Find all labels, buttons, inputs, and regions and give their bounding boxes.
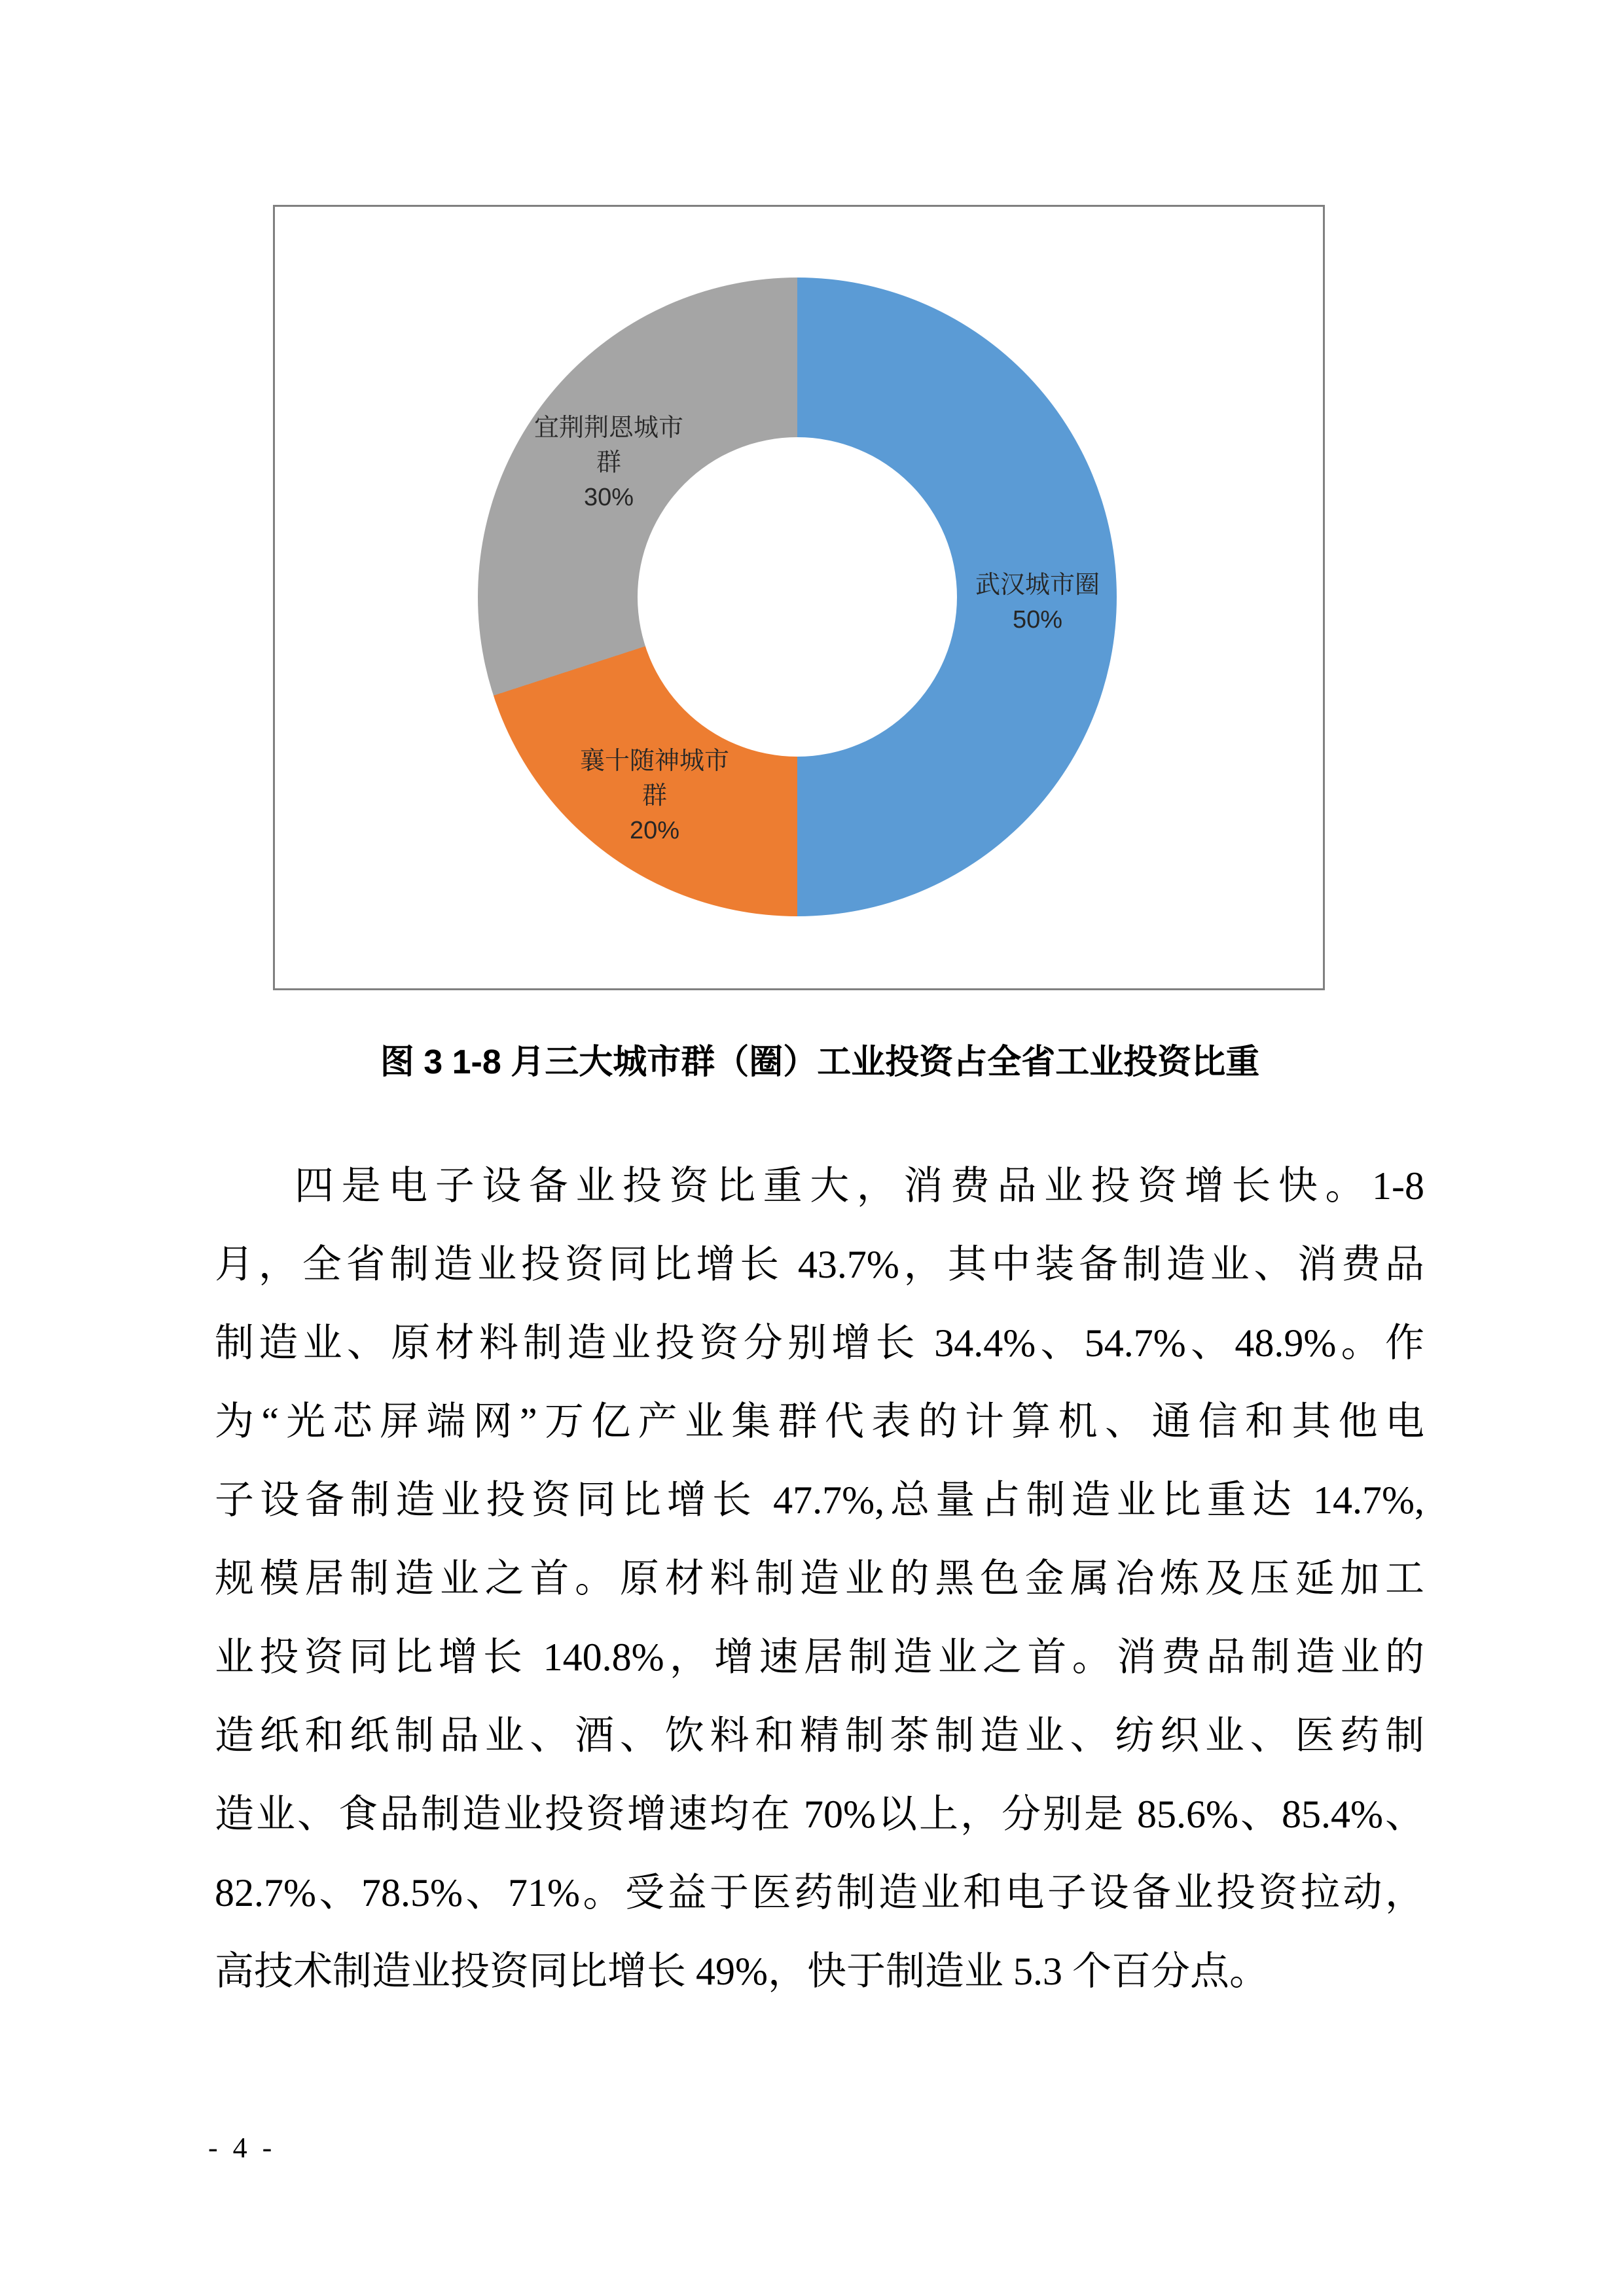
slice-label-xiangshisuishen (580, 744, 729, 848)
body-paragraph (215, 1147, 1424, 2011)
body-text-line: 四是电子设备业投资比重大，消费品业投资增长快。1-8 (295, 1164, 1424, 1208)
donut-hole (638, 437, 957, 757)
body-text-line: 高技术制造业投资同比增长 49%，快于制造业 5.3 个百分点。 (215, 1950, 1269, 1993)
slice-label-value: 50% (1012, 606, 1063, 634)
body-text-line: 业投资同比增长 140.8%，增速居制造业之首。消费品制造业的 (215, 1636, 1424, 1679)
body-text-line: 规模居制造业之首。原材料制造业的黑色金属冶炼及压延加工 (215, 1557, 1424, 1600)
slice-label-line: 宜荆荆恩城市 (533, 414, 684, 442)
body-text-line: 82.7%、78.5%、71%。受益于医药制造业和电子设备业投资拉动， (215, 1871, 1424, 1914)
figure-caption: 图 3 1-8 月三大城市群（圈）工业投资占全省工业投资比重 (380, 1043, 1260, 1081)
slice-label-wuhan (975, 568, 1100, 637)
slice-label-line: 群 (596, 449, 622, 476)
slice-label-line: 襄十随神城市 (579, 747, 730, 775)
slice-label-value: 20% (629, 817, 680, 844)
slice-label-line: 群 (641, 782, 668, 810)
slice-label-line: 武汉城市圈 (975, 571, 1100, 599)
page-number: - 4 - (208, 2132, 276, 2164)
body-text-line: 子设备制造业投资同比增长 47.7%,总量占制造业比重达 14.7%, (215, 1479, 1424, 1522)
figure3-chart-frame (273, 205, 1325, 990)
body-text-line: 造业、食品制造业投资增速均在 70%以上，分别是 85.6%、85.4%、 (215, 1793, 1424, 1836)
slice-label-value: 30% (583, 484, 634, 511)
body-text-line: 造纸和纸制品业、酒、饮料和精制茶制造业、纺织业、医药制 (215, 1714, 1424, 1757)
slice-label-yijingjingen (534, 411, 683, 515)
body-text-line: 制造业、原材料制造业投资分别增长 34.4%、54.7%、48.9%。作 (215, 1321, 1424, 1365)
body-text-line: 月，全省制造业投资同比增长 43.7%，其中装备制造业、消费品 (215, 1243, 1424, 1286)
body-text-line: 为“光芯屏端网”万亿产业集群代表的计算机、通信和其他电 (215, 1400, 1424, 1443)
